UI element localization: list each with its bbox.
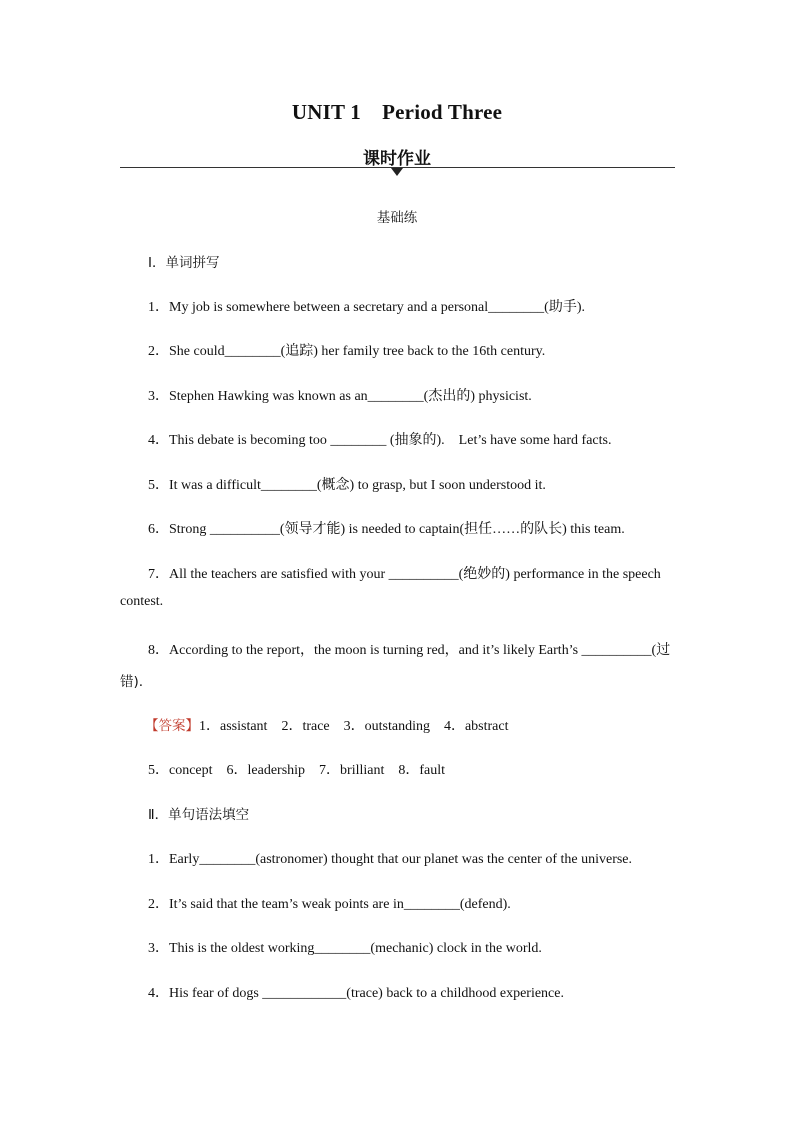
page-title: UNIT 1 Period Three — [291, 100, 503, 124]
triangle-marker-icon — [391, 168, 403, 176]
part1-item-8: 8．According to the report，the moon is turning red，and it’s likely Earth’s __________(过 — [148, 643, 671, 658]
part1-item-4: 4．This debate is becoming too ________ (抽象的). Let’s have some hard facts. — [148, 433, 612, 448]
part2-item-3: 3．This is the oldest working________(mechanic) clock in the world. — [148, 941, 542, 956]
answers-text-1: 1．assistant 2．trace 3．outstanding 4．abstract — [199, 719, 509, 734]
part1-item-6: 6．Strong __________(领导才能) is needed to captain(担任……的队长) this team. — [148, 522, 625, 537]
part1-item-3: 3．Stephen Hawking was known as an________(杰出的) physicist. — [148, 389, 532, 404]
part1-item-7: 7．All the teachers are satisfied with your __________(绝妙的) performance in the speech — [148, 567, 661, 582]
part2-item-4: 4．His fear of dogs ____________(trace) back to a childhood experience. — [148, 986, 564, 1001]
page-subtitle: 课时作业 — [363, 149, 431, 169]
part1-item-1: 1．My job is somewhere between a secretary and a personal________(助手). — [148, 300, 585, 315]
answer-line-2: 5．concept 6．leadership 7．brilliant 8．fault — [148, 763, 446, 778]
part2-item-1: 1．Early________(astronomer) thought that our planet was the center of the universe. — [148, 852, 633, 867]
part1-item-8-cont: 错). — [120, 674, 144, 690]
part1-item-7-cont: contest. — [120, 594, 164, 609]
answer-tag: 【答案】 — [145, 718, 199, 734]
part2-heading: Ⅱ．单句语法填空 — [148, 807, 250, 823]
part1-item-2: 2．She could________(追踪) her family tree back to the 16th century. — [148, 344, 546, 359]
answer-line-1 — [145, 714, 509, 735]
part2-item-2: 2．It’s said that the team’s weak points are in________(defend). — [148, 897, 511, 912]
part1-heading: Ⅰ．单词拼写 — [148, 255, 220, 271]
part1-item-5: 5．It was a difficult________(概念) to grasp, but I soon understood it. — [148, 478, 546, 493]
section-basic-label: 基础练 — [376, 210, 418, 226]
